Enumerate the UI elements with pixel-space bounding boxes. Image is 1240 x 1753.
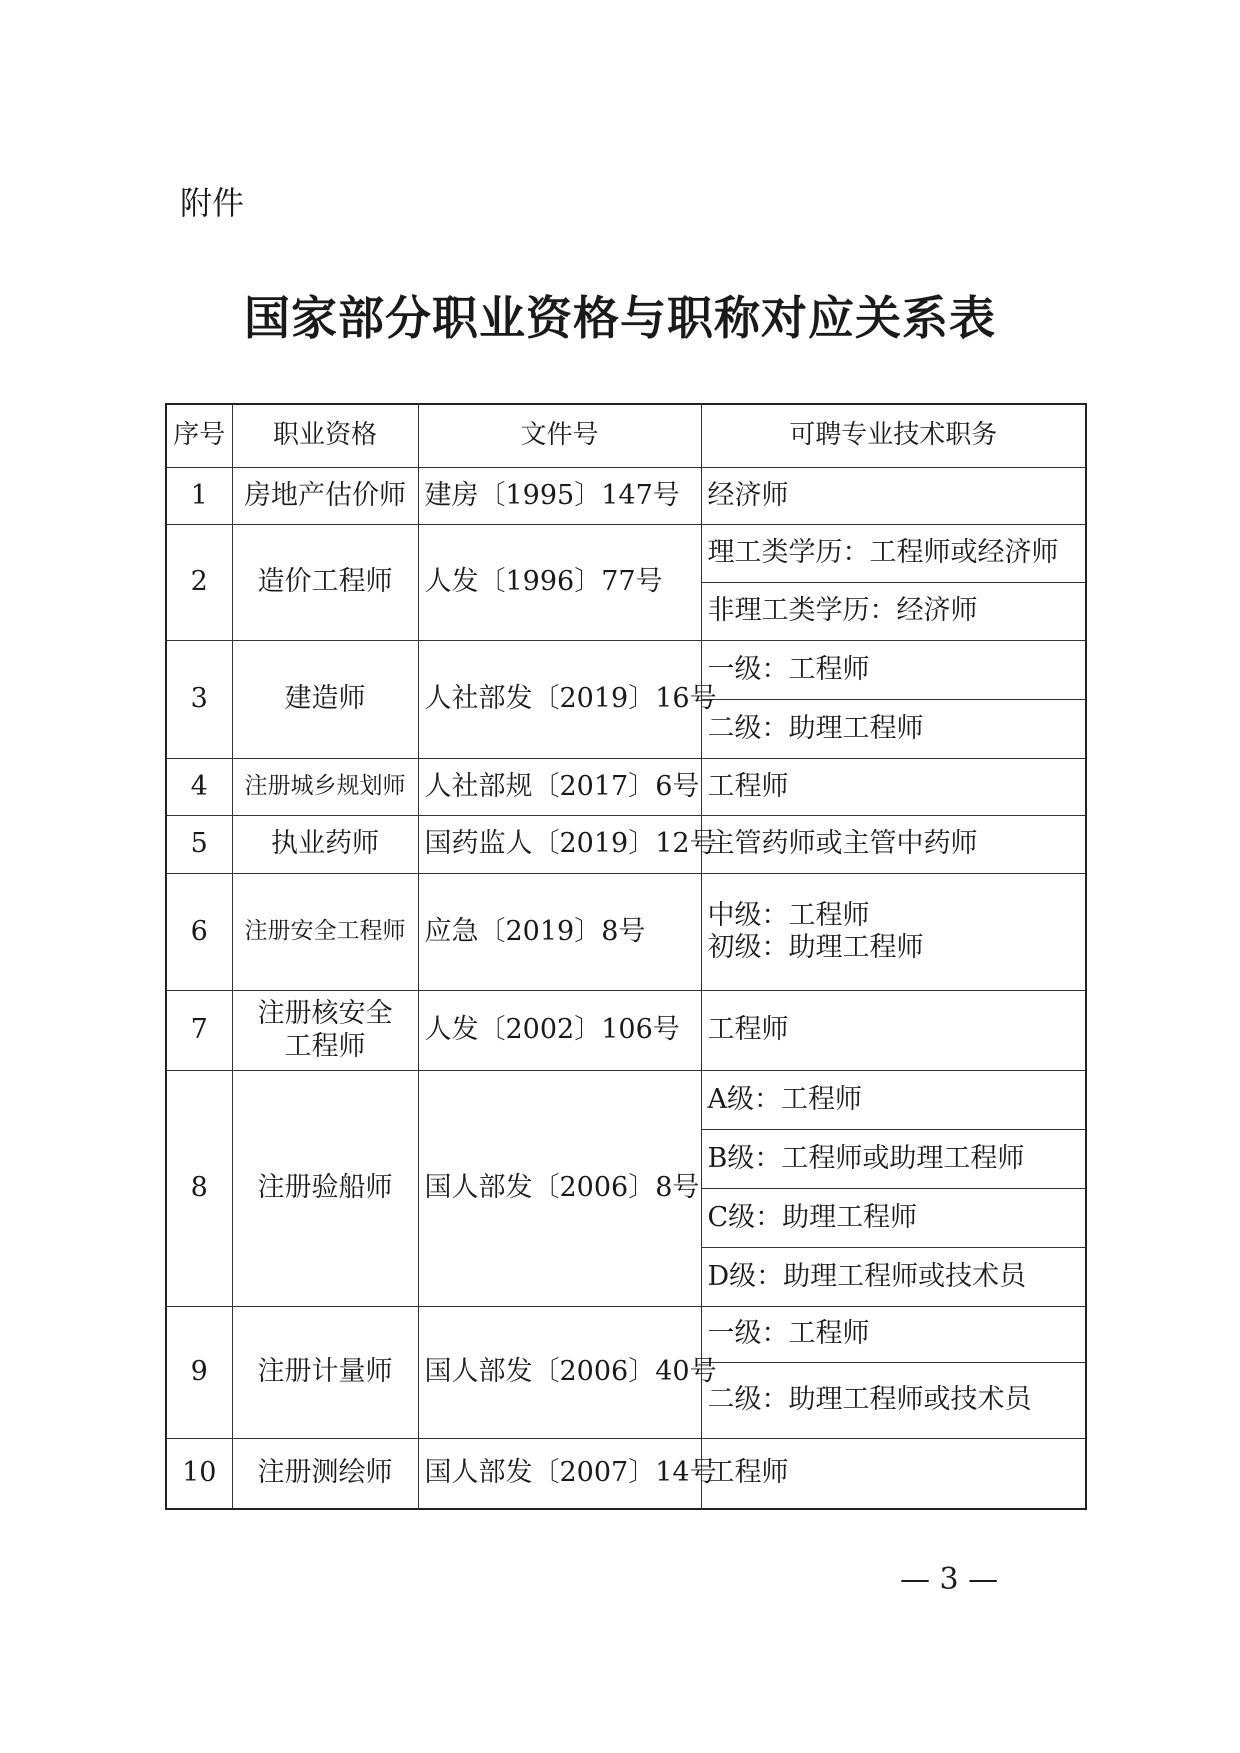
header-document: 文件号: [418, 404, 701, 468]
document-number: 国药监人〔2019〕12号: [418, 816, 701, 874]
position-cell: C级：助理工程师: [701, 1189, 1086, 1248]
table-row: [166, 874, 1086, 991]
row-no: 2: [166, 525, 232, 641]
document-number: 人社部发〔2019〕16号: [418, 641, 701, 759]
document-number: 国人部发〔2007〕14号: [418, 1439, 701, 1509]
document-number: 人发〔1996〕77号: [418, 525, 701, 641]
page-title: 国家部分职业资格与职称对应关系表: [244, 291, 996, 345]
qualification-name: 执业药师: [232, 816, 418, 874]
position-cell: 理工类学历：工程师或经济师: [701, 525, 1086, 583]
table-row: [166, 525, 1086, 583]
row-no: 3: [166, 641, 232, 759]
header-no: 序号: [166, 404, 232, 468]
qualification-name: 注册计量师: [232, 1307, 418, 1439]
document-number: 国人部发〔2006〕40号: [418, 1307, 701, 1439]
position-cell: 工程师: [701, 1439, 1086, 1509]
qualification-name: 造价工程师: [232, 525, 418, 641]
table-row: [166, 1439, 1086, 1509]
qualification-name: 房地产估价师: [232, 468, 418, 525]
header-qualification: 职业资格: [232, 404, 418, 468]
table-row: [166, 468, 1086, 525]
position-cell: 一级：工程师: [701, 641, 1086, 700]
position-line: 中级：工程师: [707, 899, 870, 931]
row-no: 4: [166, 759, 232, 816]
document-number: 建房〔1995〕147号: [418, 468, 701, 525]
position-cell: B级：工程师或助理工程师: [701, 1130, 1086, 1189]
row-no: 7: [166, 991, 232, 1071]
row-no: 5: [166, 816, 232, 874]
position-cell: 二级：助理工程师或技术员: [701, 1363, 1086, 1439]
position-cell: 一级：工程师: [701, 1307, 1086, 1363]
row-no: 9: [166, 1307, 232, 1439]
document-number: 人社部规〔2017〕6号: [418, 759, 701, 816]
attachment-label: 附件: [180, 184, 245, 222]
qualification-name: 注册验船师: [232, 1071, 418, 1307]
qualification-table: [165, 403, 1087, 1510]
position-line: 初级：助理工程师: [707, 932, 924, 963]
document-number: 应急〔2019〕8号: [418, 874, 701, 991]
table-row: [166, 641, 1086, 700]
table-row: [166, 759, 1086, 816]
row-no: 6: [166, 874, 232, 991]
row-no: 8: [166, 1071, 232, 1307]
table-row: [166, 991, 1086, 1071]
header-positions: 可聘专业技术职务: [701, 404, 1086, 468]
qualification-name: 注册测绘师: [232, 1439, 418, 1509]
page-number: — 3 —: [900, 1562, 999, 1597]
document-number: 人发〔2002〕106号: [418, 991, 701, 1071]
position-cell: 经济师: [701, 468, 1086, 525]
position-cell: 工程师: [701, 991, 1086, 1071]
position-cell: D级：助理工程师或技术员: [701, 1248, 1086, 1307]
position-cell: 非理工类学历：经济师: [701, 583, 1086, 641]
position-cell: 二级：助理工程师: [701, 700, 1086, 759]
table-row: [166, 1307, 1086, 1363]
table-row: [166, 1071, 1086, 1130]
position-cell: 主管药师或主管中药师: [701, 816, 1086, 874]
row-no: 10: [166, 1439, 232, 1509]
position-cell: A级：工程师: [701, 1071, 1086, 1130]
qualification-name: 注册安全工程师: [232, 874, 418, 991]
row-no: 1: [166, 468, 232, 525]
document-number: 国人部发〔2006〕8号: [418, 1071, 701, 1307]
qualification-name: 注册核安全工程师: [232, 991, 418, 1071]
table-header-row: [166, 404, 1086, 468]
qualification-name: 建造师: [232, 641, 418, 759]
position-cell: 工程师: [701, 759, 1086, 816]
qualification-name: 注册城乡规划师: [232, 759, 418, 816]
position-cell: [701, 874, 1086, 991]
table-row: [166, 816, 1086, 874]
